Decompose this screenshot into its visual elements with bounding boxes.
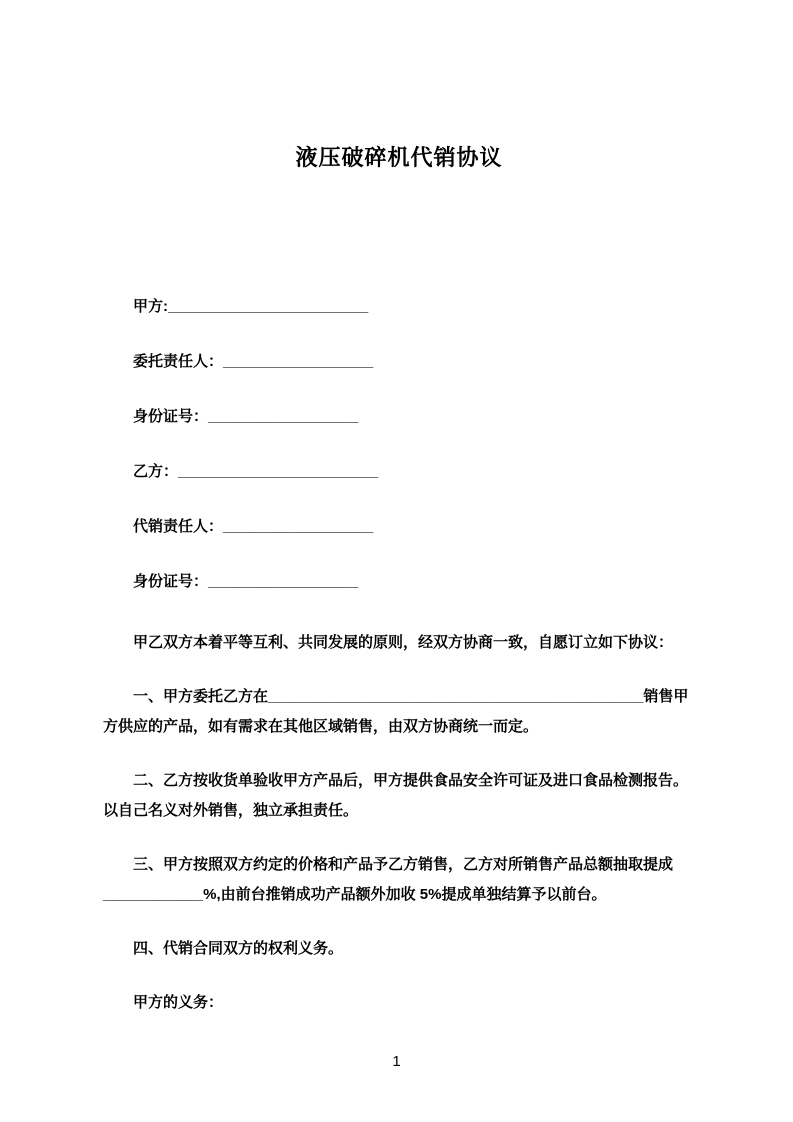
clause-3-text-after: %,由前台推销成功产品额外加收 5%提成单独结算予以前台。 — [203, 886, 607, 903]
clause-1-text-after: 销售甲方供应的产品，如有需求在其他区域销售，由双方协商统一而定。 — [103, 688, 689, 735]
field-id-number-a — [103, 408, 695, 425]
clause-3-paragraph — [103, 850, 695, 910]
field-party-a — [103, 298, 695, 315]
clause-1-blank-line: _____________________________________________ — [268, 688, 644, 705]
field-id-number-b — [103, 573, 695, 590]
clause-1-paragraph — [103, 682, 695, 742]
field-label: 乙方： — [133, 463, 179, 480]
clause-3-blank-line: ____________ — [103, 886, 204, 903]
document-title: 液压破碎机代销协议 — [295, 145, 503, 170]
field-party-b — [103, 463, 695, 480]
field-label: 甲方: — [133, 298, 168, 315]
field-label: 身份证号： — [133, 573, 209, 590]
clause-1-text-before: 一、甲方委托乙方在 — [133, 688, 269, 705]
party-a-obligations-heading: 甲方的义务： — [133, 994, 224, 1011]
party-fields — [103, 298, 695, 590]
field-blank-line: __________________ — [208, 573, 359, 590]
field-consignment-person — [103, 518, 695, 535]
clause-4-paragraph: 四、代销合同双方的权利义务。 — [133, 940, 344, 957]
field-blank-line: ________________________ — [178, 463, 379, 480]
field-label: 委托责任人： — [133, 353, 224, 370]
clause-3-text-before: 三、甲方按照双方约定的价格和产品予乙方销售，乙方对所销售产品总额抽取提成 — [133, 856, 674, 873]
page-number: 1 — [392, 1053, 401, 1070]
clause-2-paragraph: 二、乙方按收货单验收甲方产品后，甲方提供食品安全许可证及进口食品检测报告。以自己名义对外销售，独立承担责任。 — [103, 772, 689, 819]
field-blank-line: __________________ — [223, 518, 374, 535]
field-entrusted-person — [103, 353, 695, 370]
field-blank-line: ________________________ — [168, 298, 369, 315]
preamble-paragraph: 甲乙双方本着平等互利、共同发展的原则，经双方协商一致，自愿订立如下协议： — [133, 634, 674, 651]
field-label: 代销责任人： — [133, 518, 224, 535]
field-blank-line: __________________ — [223, 353, 374, 370]
field-label: 身份证号： — [133, 408, 209, 425]
field-blank-line: __________________ — [208, 408, 359, 425]
